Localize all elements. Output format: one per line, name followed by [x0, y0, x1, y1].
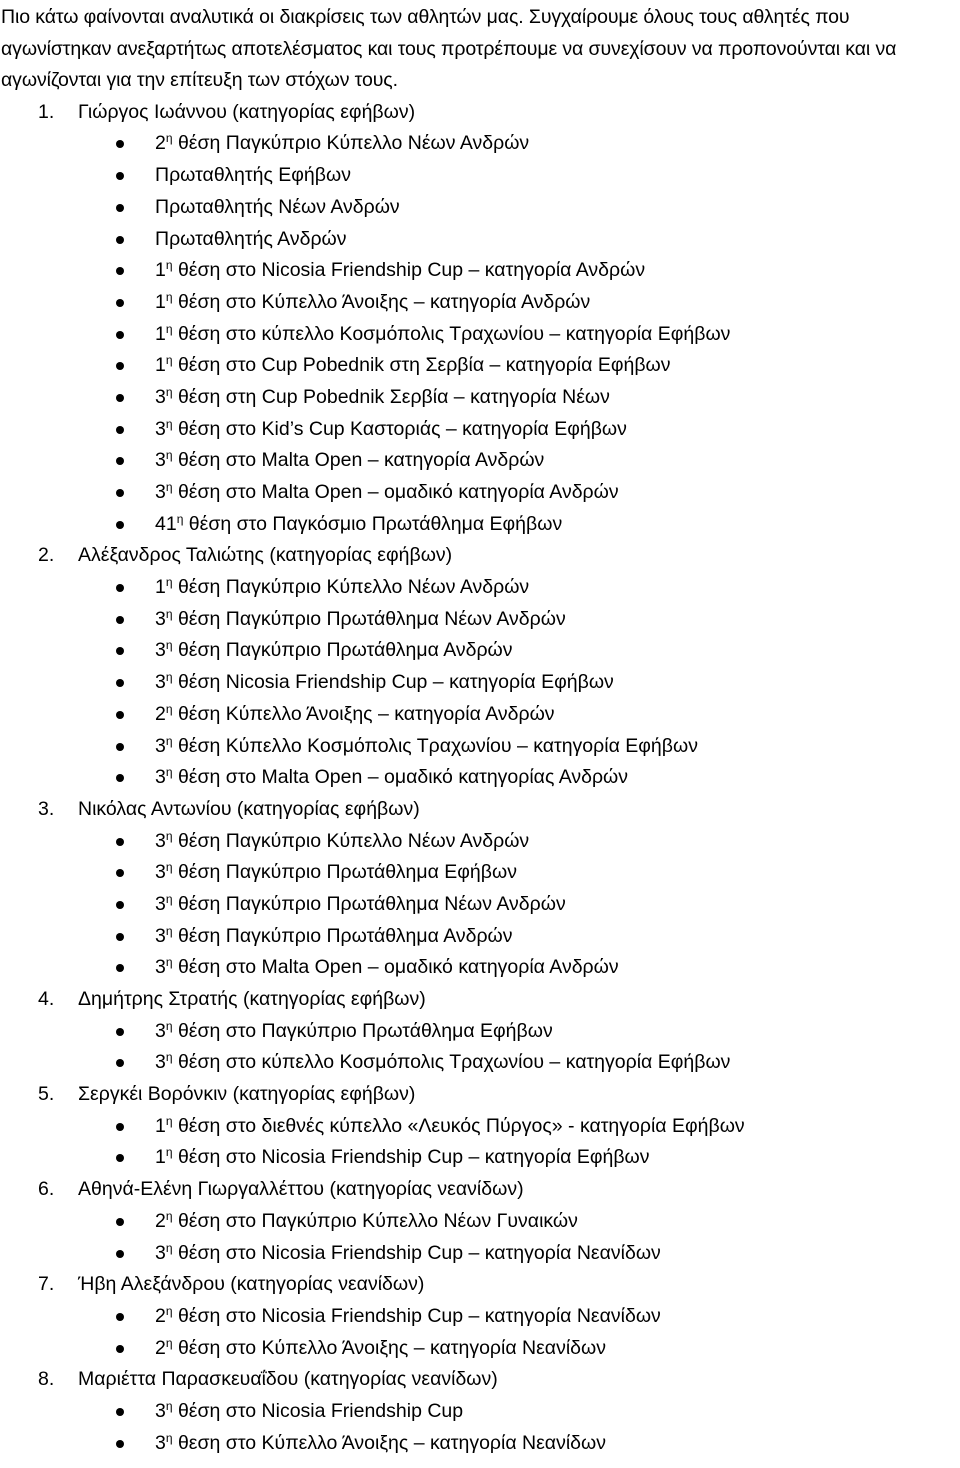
bullet-icon	[116, 647, 124, 655]
bullet-icon	[116, 394, 124, 402]
bullet-icon	[116, 964, 124, 972]
result-text: $2^\eta$ θέση στο Nicosia Friendship Cup – κατηγορία Νεανίδων	[155, 1303, 661, 1327]
result-text: $3^\eta$ θέση στο Nicosia Friendship Cup – κατηγορία Νεανίδων	[155, 1240, 661, 1264]
athlete-name: Γιώργος Ιωάννου (κατηγορίας εφήβων)	[78, 100, 416, 123]
result-text: $1^\eta$ θέση στο Nicosia Friendship Cup – κατηγορία Ανδρών	[155, 258, 646, 282]
result-item	[0, 635, 960, 667]
result-text: $1^\eta$ θέση Παγκύπριο Κύπελλο Νέων Ανδρών	[155, 575, 530, 599]
results-list	[0, 1396, 960, 1459]
athlete-name: Μαριέττα Παρασκευαΐδου (κατηγορίας νεανίδων)	[78, 1368, 498, 1391]
athlete-number: 3.	[38, 797, 55, 820]
result-item	[0, 350, 960, 382]
results-list	[0, 1016, 960, 1079]
result-item	[0, 762, 960, 794]
ordinal-suffix: η	[165, 1018, 173, 1033]
result-text: $2^\eta$ θέση Κύπελλο Άνοιξης – κατηγορία Ανδρών	[155, 701, 555, 725]
result-text: $3^\eta$ θέση στο Malta Open – ομαδικό κατηγορία Ανδρών	[155, 955, 619, 979]
result-text: $1^\eta$ θέση στο Cup Pobednik στη Σερβία – κατηγορία Εφήβων	[155, 353, 671, 377]
result-item	[0, 224, 960, 256]
result-text: $3^\eta$ θέση στο Malta Open – ομαδικό κατηγορία Ανδρών	[155, 480, 619, 504]
result-text: $2^\eta$ θέση στο Παγκύπριο Κύπελλο Νέων Γυναικών	[155, 1208, 578, 1232]
ordinal-suffix: η	[165, 828, 173, 843]
ordinal-suffix: η	[165, 1335, 173, 1350]
ordinal-suffix: η	[165, 480, 173, 495]
athlete-name: Δημήτρης Στρατής (κατηγορίας εφήβων)	[78, 988, 426, 1011]
ordinal-suffix: η	[165, 606, 173, 621]
result-item	[0, 1016, 960, 1048]
ordinal-suffix: η	[165, 289, 173, 304]
ordinal-suffix: η	[165, 1113, 173, 1128]
results-list	[0, 1111, 960, 1174]
ordinal-suffix: η	[165, 765, 173, 780]
intro-paragraph: Πιο κάτω φαίνονται αναλυτικά οι διακρίσεις των αθλητών μας. Συγχαίρουμε όλους τους αθλητές που αγωνίστηκαν ανεξαρτήτως αποτελέσματος και τους προτρέπουμε να συνεχίσουν να προπονούνται και να αγωνίζονται για την επίτευξη των στόχων τους.	[1, 6, 897, 92]
athlete-item	[0, 97, 960, 541]
result-text: $3^\eta$ θέση Παγκύπριο Πρωτάθλημα Νέων Ανδρών	[155, 891, 566, 915]
results-list	[0, 1206, 960, 1269]
athlete-heading	[0, 97, 960, 129]
result-item	[0, 160, 960, 192]
bullet-icon	[116, 933, 124, 941]
ordinal-suffix: η	[165, 860, 173, 875]
bullet-icon	[116, 236, 124, 244]
result-text: $2^\eta$ θέση Παγκύπριο Κύπελλο Νέων Ανδρών	[155, 131, 530, 155]
ordinal-suffix: η	[165, 638, 173, 653]
result-item	[0, 1206, 960, 1238]
result-text: $3^\eta$ θέση Nicosia Friendship Cup – κατηγορία Εφήβων	[155, 670, 614, 694]
results-list	[0, 826, 960, 984]
result-text: $1^\eta$ θέση στο κύπελλο Κοσμόπολις Τραχωνίου – κατηγορία Εφήβων	[155, 321, 731, 345]
athlete-number: 6.	[38, 1178, 55, 1201]
bullet-icon	[116, 521, 124, 529]
result-text: $3^\eta$ θέση στο Nicosia Friendship Cup	[155, 1398, 464, 1422]
bullet-icon	[116, 1028, 124, 1036]
bullet-icon	[116, 679, 124, 687]
result-item	[0, 255, 960, 287]
ordinal-suffix: η	[165, 670, 173, 685]
result-item	[0, 572, 960, 604]
bullet-icon	[116, 331, 124, 339]
result-item	[0, 1238, 960, 1270]
bullet-icon	[116, 172, 124, 180]
bullet-icon	[116, 901, 124, 909]
result-item	[0, 731, 960, 763]
result-text: $2^\eta$ θέση στο Κύπελλο Άνοιξης – κατηγορία Νεανίδων	[155, 1335, 606, 1359]
ordinal-suffix: η	[165, 353, 173, 368]
athlete-number: 8.	[38, 1368, 55, 1391]
result-item	[0, 604, 960, 636]
result-text: $3^\eta$ θέση Κύπελλο Κοσμόπολις Τραχωνίου – κατηγορία Εφήβων	[155, 733, 698, 757]
result-item	[0, 1142, 960, 1174]
ordinal-suffix: η	[165, 733, 173, 748]
result-item	[0, 699, 960, 731]
ordinal-suffix: η	[165, 1145, 173, 1160]
bullet-icon	[116, 616, 124, 624]
bullet-icon	[116, 489, 124, 497]
result-text: $3^\eta$ θέση στο Παγκύπριο Πρωτάθλημα Εφήβων	[155, 1018, 553, 1042]
athlete-heading	[0, 1174, 960, 1206]
result-text: $1^\eta$ θέση στο Κύπελλο Άνοιξης – κατηγορία Ανδρών	[155, 289, 591, 313]
ordinal-suffix: η	[176, 511, 184, 526]
bullet-icon	[116, 1440, 124, 1448]
ordinal-suffix: η	[165, 1050, 173, 1065]
result-text: $3^\eta$ θέση στο Kid’s Cup Καστοριάς – κατηγορία Εφήβων	[155, 416, 627, 440]
result-text: $1^\eta$ θέση στο διεθνές κύπελλο «Λευκός Πύργος» - κατηγορία Εφήβων	[155, 1113, 745, 1137]
ordinal-suffix: η	[165, 955, 173, 970]
athlete-number: 1.	[38, 100, 55, 123]
bullet-icon	[116, 299, 124, 307]
result-text: $3^\eta$ θέση Παγκύπριο Πρωτάθλημα Ανδρών	[155, 638, 513, 662]
bullet-icon	[116, 774, 124, 782]
bullet-icon	[116, 1408, 124, 1416]
ordinal-suffix: η	[165, 575, 173, 590]
ordinal-suffix: η	[165, 891, 173, 906]
athlete-heading	[0, 794, 960, 826]
result-text: $3^\eta$ θέση Παγκύπριο Πρωτάθλημα Νέων Ανδρών	[155, 606, 566, 630]
athlete-item	[0, 1174, 960, 1269]
result-item	[0, 414, 960, 446]
result-text: Πρωταθλητής Εφήβων	[155, 164, 351, 187]
ordinal-suffix: η	[165, 923, 173, 938]
bullet-icon	[116, 362, 124, 370]
athlete-item	[0, 540, 960, 794]
athlete-heading	[0, 540, 960, 572]
ordinal-suffix: η	[165, 1430, 173, 1445]
athlete-number: 7.	[38, 1273, 55, 1296]
athlete-item	[0, 1079, 960, 1174]
result-text: $3^\eta$ θέση Παγκύπριο Πρωτάθλημα Εφήβων	[155, 860, 517, 884]
bullet-icon	[116, 204, 124, 212]
result-item	[0, 1428, 960, 1460]
athlete-item	[0, 984, 960, 1079]
ordinal-suffix: η	[165, 321, 173, 336]
athlete-name: Αλέξανδρος Ταλιώτης (κατηγορίας εφήβων)	[78, 544, 453, 567]
ordinal-suffix: η	[165, 384, 173, 399]
ordinal-suffix: η	[165, 1240, 173, 1255]
result-text: Πρωταθλητής Νέων Ανδρών	[155, 195, 400, 218]
result-text: $3^\eta$ θέση στο Malta Open – κατηγορία Ανδρών	[155, 448, 545, 472]
results-list	[0, 128, 960, 540]
result-item	[0, 921, 960, 953]
result-item	[0, 509, 960, 541]
ordinal-suffix: η	[165, 1398, 173, 1413]
result-item	[0, 382, 960, 414]
bullet-icon	[116, 140, 124, 148]
bullet-icon	[116, 743, 124, 751]
bullet-icon	[116, 869, 124, 877]
results-list	[0, 1301, 960, 1364]
athlete-item	[0, 794, 960, 984]
athlete-name: Ήβη Αλεξάνδρου (κατηγορίας νεανίδων)	[78, 1273, 425, 1296]
athlete-number: 2.	[38, 544, 55, 567]
results-list	[0, 572, 960, 794]
ordinal-suffix: η	[165, 416, 173, 431]
bullet-icon	[116, 426, 124, 434]
result-text: $3^\eta$ θέση στο κύπελλο Κοσμόπολις Τραχωνίου – κατηγορία Εφήβων	[155, 1050, 731, 1074]
athlete-heading	[0, 1269, 960, 1301]
result-item	[0, 477, 960, 509]
athlete-number: 5.	[38, 1083, 55, 1106]
ordinal-suffix: η	[165, 448, 173, 463]
bullet-icon	[116, 267, 124, 275]
athlete-number: 4.	[38, 988, 55, 1011]
result-item	[0, 1301, 960, 1333]
athlete-name: Νικόλας Αντωνίου (κατηγορίας εφήβων)	[78, 797, 420, 820]
result-item	[0, 1396, 960, 1428]
ordinal-suffix: η	[165, 1303, 173, 1318]
bullet-icon	[116, 711, 124, 719]
bullet-icon	[116, 1123, 124, 1131]
athlete-name: Αθηνά-Ελένη Γιωργαλλέττου (κατηγορίας νεανίδων)	[78, 1178, 524, 1201]
result-text: $41^\eta$ θέση στο Παγκόσμιο Πρωτάθλημα Εφήβων	[155, 511, 563, 535]
result-item	[0, 826, 960, 858]
result-item	[0, 1333, 960, 1365]
result-text: $3^\eta$ θέση στο Malta Open – ομαδικό κατηγορίας Ανδρών	[155, 765, 629, 789]
result-item	[0, 889, 960, 921]
result-item	[0, 445, 960, 477]
athletes-list	[0, 97, 960, 1460]
athlete-heading	[0, 1364, 960, 1396]
result-item	[0, 857, 960, 889]
bullet-icon	[116, 1059, 124, 1067]
result-item	[0, 319, 960, 351]
result-text: Πρωταθλητής Ανδρών	[155, 227, 347, 250]
result-item	[0, 287, 960, 319]
ordinal-suffix: η	[165, 258, 173, 273]
bullet-icon	[116, 584, 124, 592]
result-item	[0, 1111, 960, 1143]
bullet-icon	[116, 1313, 124, 1321]
bullet-icon	[116, 1345, 124, 1353]
result-item	[0, 1047, 960, 1079]
result-item	[0, 667, 960, 699]
athlete-heading	[0, 1079, 960, 1111]
ordinal-suffix: η	[165, 1208, 173, 1223]
result-text: $3^\eta$ θεση στο Κύπελλο Άνοιξης – κατηγορία Νεανίδων	[155, 1430, 606, 1454]
athlete-heading	[0, 984, 960, 1016]
bullet-icon	[116, 838, 124, 846]
result-text: $3^\eta$ θέση Παγκύπριο Κύπελλο Νέων Ανδρών	[155, 828, 530, 852]
athlete-item	[0, 1364, 960, 1459]
bullet-icon	[116, 1250, 124, 1258]
bullet-icon	[116, 1218, 124, 1226]
result-text: $3^\eta$ θέση Παγκύπριο Πρωτάθλημα Ανδρών	[155, 923, 513, 947]
result-item	[0, 192, 960, 224]
result-text: $3^\eta$ θέση στη Cup Pobednik Σερβία – κατηγορία Νέων	[155, 384, 610, 408]
result-text: $1^\eta$ θέση στο Nicosia Friendship Cup – κατηγορία Εφήβων	[155, 1145, 650, 1169]
result-item	[0, 128, 960, 160]
ordinal-suffix: η	[165, 131, 173, 146]
ordinal-suffix: η	[165, 701, 173, 716]
bullet-icon	[116, 457, 124, 465]
result-item	[0, 952, 960, 984]
athlete-name: Σεργκέι Βορόνκιν (κατηγορίας εφήβων)	[78, 1083, 416, 1106]
bullet-icon	[116, 1154, 124, 1162]
athlete-item	[0, 1269, 960, 1364]
